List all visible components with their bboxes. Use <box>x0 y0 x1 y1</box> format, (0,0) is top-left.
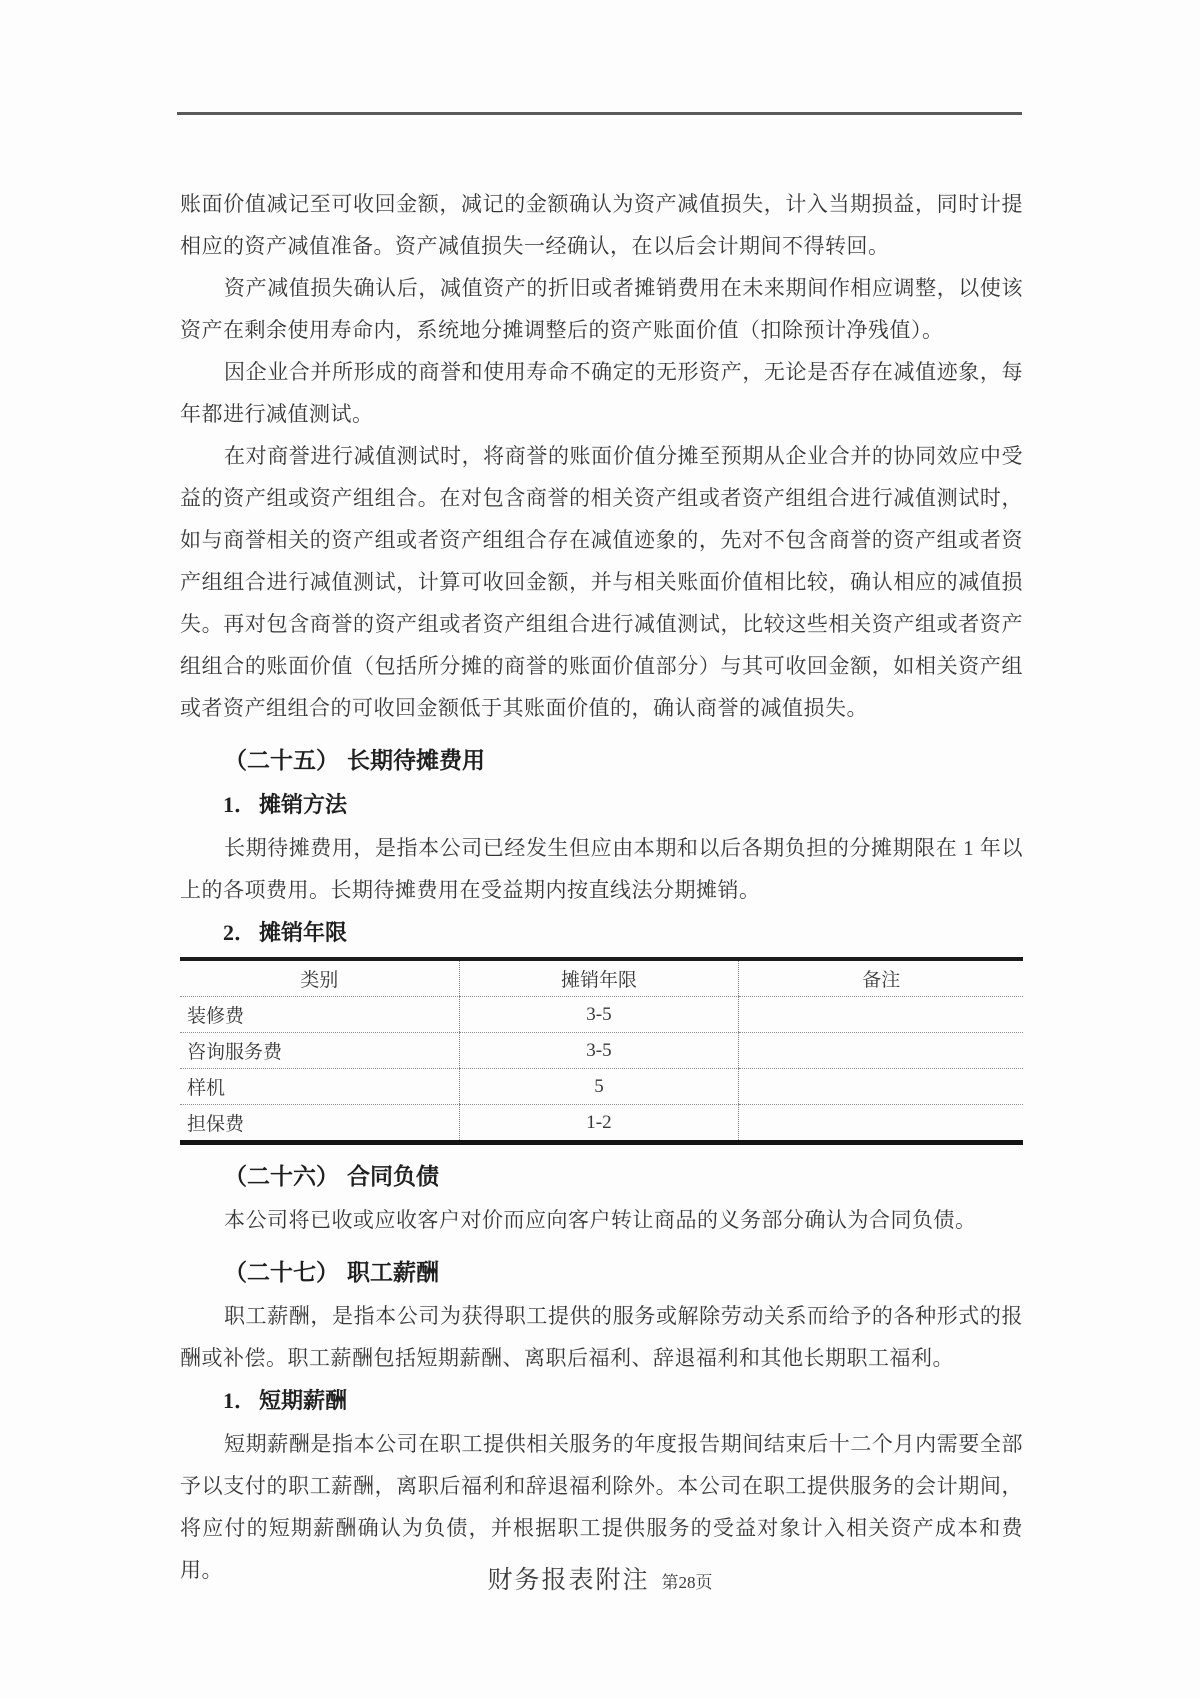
subsection-heading-amortization-method <box>180 783 1023 827</box>
table-row <box>180 1033 1023 1069</box>
table-row <box>180 1069 1023 1105</box>
subsection-heading-amortization-period <box>180 911 1023 955</box>
paragraph-impairment-carrying-value: 账面价值减记至可收回金额，减记的金额确认为资产减值损失，计入当期损益，同时计提相应的资产减值准备。资产减值损失一经确认，在以后会计期间不得转回。 <box>180 192 1023 258</box>
paragraph-goodwill-impairment-test: 在对商誉进行减值测试时，将商誉的账面价值分摊至预期从企业合并的协同效应中受益的资产组或资产组组合。在对包含商誉的相关资产组或者资产组组合进行减值测试时，如与商誉相关的资产组或者资产组组合存在减值迹象的，先对不包含商誉的资产组或者资产组组合进行减值测试，计算可收回金额，并与相关账面价值相比较，确认相应的减值损失。再对包含商誉的资产组或者资产组组合进行减值测试，比较这些相关资产组或者资产组组合的账面价值（包括所分摊的商誉的账面价值部分）与其可收回金额，如相关资产组或者资产组组合的可收回金额低于其账面价值的，确认商誉的减值损失。 <box>180 444 1023 720</box>
table-cell-years: 3-5 <box>459 997 739 1033</box>
section-number: （二十五） <box>224 748 339 773</box>
table-header-years: 摊销年限 <box>459 959 739 997</box>
table-header-row <box>180 959 1023 997</box>
table-cell-notes <box>739 1105 1023 1143</box>
table-cell-notes <box>739 1033 1023 1069</box>
section-number: （二十七） <box>224 1260 339 1285</box>
paragraph-goodwill-annual-test: 因企业合并所形成的商誉和使用寿命不确定的无形资产，无论是否存在减值迹象，每年都进行减值测试。 <box>180 360 1023 426</box>
section-number: （二十六） <box>224 1164 339 1189</box>
table-cell-notes <box>739 997 1023 1033</box>
table-header-category: 类别 <box>180 959 459 997</box>
footer-title: 财务报表附注 <box>487 1567 650 1594</box>
table-cell-category: 担保费 <box>187 1114 245 1135</box>
paragraph-impairment-after-recognition: 资产减值损失确认后，减值资产的折旧或者摊销费用在未来期间作相应调整，以使该资产在剩余使用寿命内，系统地分摊调整后的资产账面价值（扣除预计净残值）。 <box>180 276 1023 342</box>
table-cell-years: 1-2 <box>459 1105 739 1143</box>
subsection-title: 摊销年限 <box>259 920 348 945</box>
document-content <box>180 0 1023 1591</box>
table-row <box>180 997 1023 1033</box>
paragraph-short-term-compensation: 短期薪酬是指本公司在职工提供相关服务的年度报告期间结束后十二个月内需要全部予以支付的职工薪酬，离职后福利和辞退福利除外。本公司在职工提供服务的会计期间，将应付的短期薪酬确认为负债，并根据职工提供服务的受益对象计入相关资产成本和费用。 <box>180 1432 1023 1582</box>
section-heading-25 <box>180 739 1023 783</box>
table-row <box>180 1105 1023 1143</box>
subsection-number: 1． <box>223 1388 257 1413</box>
subsection-title: 短期薪酬 <box>259 1388 348 1413</box>
table-cell-notes <box>739 1069 1023 1105</box>
section-title: 合同负债 <box>347 1164 439 1189</box>
paragraph-employee-compensation: 职工薪酬，是指本公司为获得职工提供的服务或解除劳动关系而给予的各种形式的报酬或补偿。职工薪酬包括短期薪酬、离职后福利、辞退福利和其他长期职工福利。 <box>180 1304 1023 1370</box>
section-title: 职工薪酬 <box>347 1260 439 1285</box>
table-cell-years: 5 <box>459 1069 739 1105</box>
subsection-number: 2． <box>223 920 257 945</box>
table-cell-category: 装修费 <box>180 997 459 1033</box>
subsection-number: 1． <box>223 792 257 817</box>
amortization-period-table <box>180 957 1023 1145</box>
table-cell-category: 样机 <box>180 1069 459 1105</box>
section-heading-27 <box>180 1251 1023 1295</box>
table-header-notes: 备注 <box>739 959 1023 997</box>
subsection-title: 摊销方法 <box>259 792 348 817</box>
subsection-heading-short-term-compensation <box>180 1379 1023 1423</box>
paragraph-contract-liability: 本公司将已收或应收客户对价而应向客户转让商品的义务部分确认为合同负债。 <box>224 1208 977 1232</box>
footer-page-number: 第28页 <box>661 1573 713 1592</box>
section-heading-26 <box>180 1155 1023 1199</box>
paragraph-amortization-method: 长期待摊费用，是指本公司已经发生但应由本期和以后各期负担的分摊期限在 1 年以上的各项费用。长期待摊费用在受益期内按直线法分期摊销。 <box>180 836 1023 902</box>
table-cell-years: 3-5 <box>459 1033 739 1069</box>
table-cell-category: 咨询服务费 <box>180 1033 459 1069</box>
section-title: 长期待摊费用 <box>347 748 485 773</box>
page-footer <box>0 1560 1200 1596</box>
